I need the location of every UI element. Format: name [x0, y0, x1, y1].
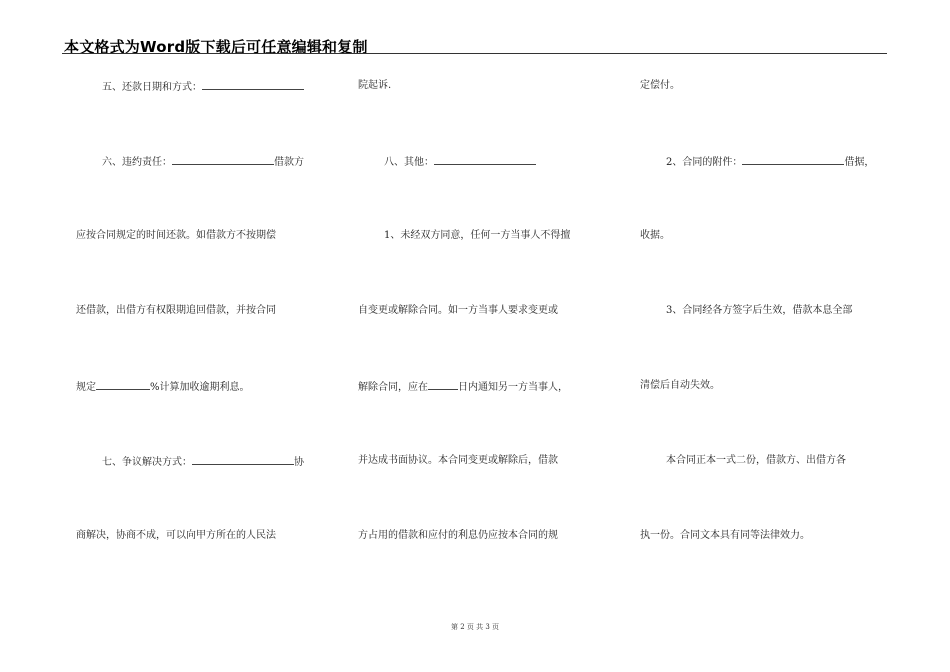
paragraph-line: 3、合同经各方签字后生效，借款本息全部: [666, 305, 853, 316]
text-column-1: [76, 0, 326, 672]
page-header-title: 本文格式为Word版下载后可任意编辑和复制: [64, 38, 368, 56]
paragraph-line: [640, 155, 874, 169]
paragraph-line: 清偿后自动失效。: [640, 380, 720, 391]
fill-in-blank: [428, 380, 458, 390]
page-number-footer: 第 2 页 共 3 页: [450, 623, 500, 631]
line-text: 解除合同，应在: [358, 382, 428, 393]
paragraph-line: 并达成书面协议。本合同变更或解除后，借款: [358, 455, 558, 466]
paragraph-line: [358, 380, 568, 394]
line-text: 借款方: [274, 157, 304, 168]
fill-in-blank: [742, 155, 844, 165]
paragraph-line: 方占用的借款和应付的利息仍应按本合同的规: [358, 530, 558, 541]
paragraph-line: [76, 380, 250, 394]
other-terms-label: 八、其他：: [384, 157, 434, 168]
fill-in-blank: [202, 80, 304, 90]
paragraph-line: 执一份。合同文本具有同等法律效力。: [640, 530, 810, 541]
line-text: 规定: [76, 382, 96, 393]
fill-in-blank: [172, 155, 274, 165]
paragraph-line: 还借款，出借方有权限期追回借款，并按合同: [76, 305, 276, 316]
paragraph-line: 1、未经双方同意，任何一方当事人不得擅: [384, 230, 571, 241]
paragraph-line: 自变更或解除合同。如一方当事人要求变更或: [358, 305, 558, 316]
text-column-2: [358, 0, 608, 672]
line-text: 借据，: [844, 157, 875, 168]
paragraph-line: 商解决，协商不成，可以向甲方所在的人民法: [76, 530, 276, 541]
paragraph-line: [76, 80, 304, 94]
paragraph-line: 收据。: [640, 230, 670, 241]
line-text: 日内通知另一方当事人，: [458, 382, 568, 393]
paragraph-line: 院起诉.: [358, 80, 392, 91]
paragraph-line: 本合同正本一式二份，借款方、出借方各: [666, 455, 846, 466]
paragraph-line: [76, 455, 304, 469]
paragraph-line: 应按合同规定的时间还款。如借款方不按期偿: [76, 230, 276, 241]
text-column-3: [640, 0, 890, 672]
line-text: 协: [294, 457, 304, 468]
attachments-label: 2、合同的附件：: [666, 157, 743, 168]
fill-in-blank: [96, 380, 150, 390]
paragraph-line: [76, 155, 304, 169]
paragraph-line: [358, 155, 536, 169]
fill-in-blank: [192, 455, 294, 465]
line-text: %计算加收逾期利息。: [150, 382, 250, 393]
breach-liability-label: 六、违约责任：: [102, 157, 172, 168]
repayment-method-label: 五、还款日期和方式：: [102, 82, 202, 93]
dispute-resolution-label: 七、争议解决方式：: [102, 457, 192, 468]
paragraph-line: 定偿付。: [640, 80, 680, 91]
fill-in-blank: [434, 155, 536, 165]
